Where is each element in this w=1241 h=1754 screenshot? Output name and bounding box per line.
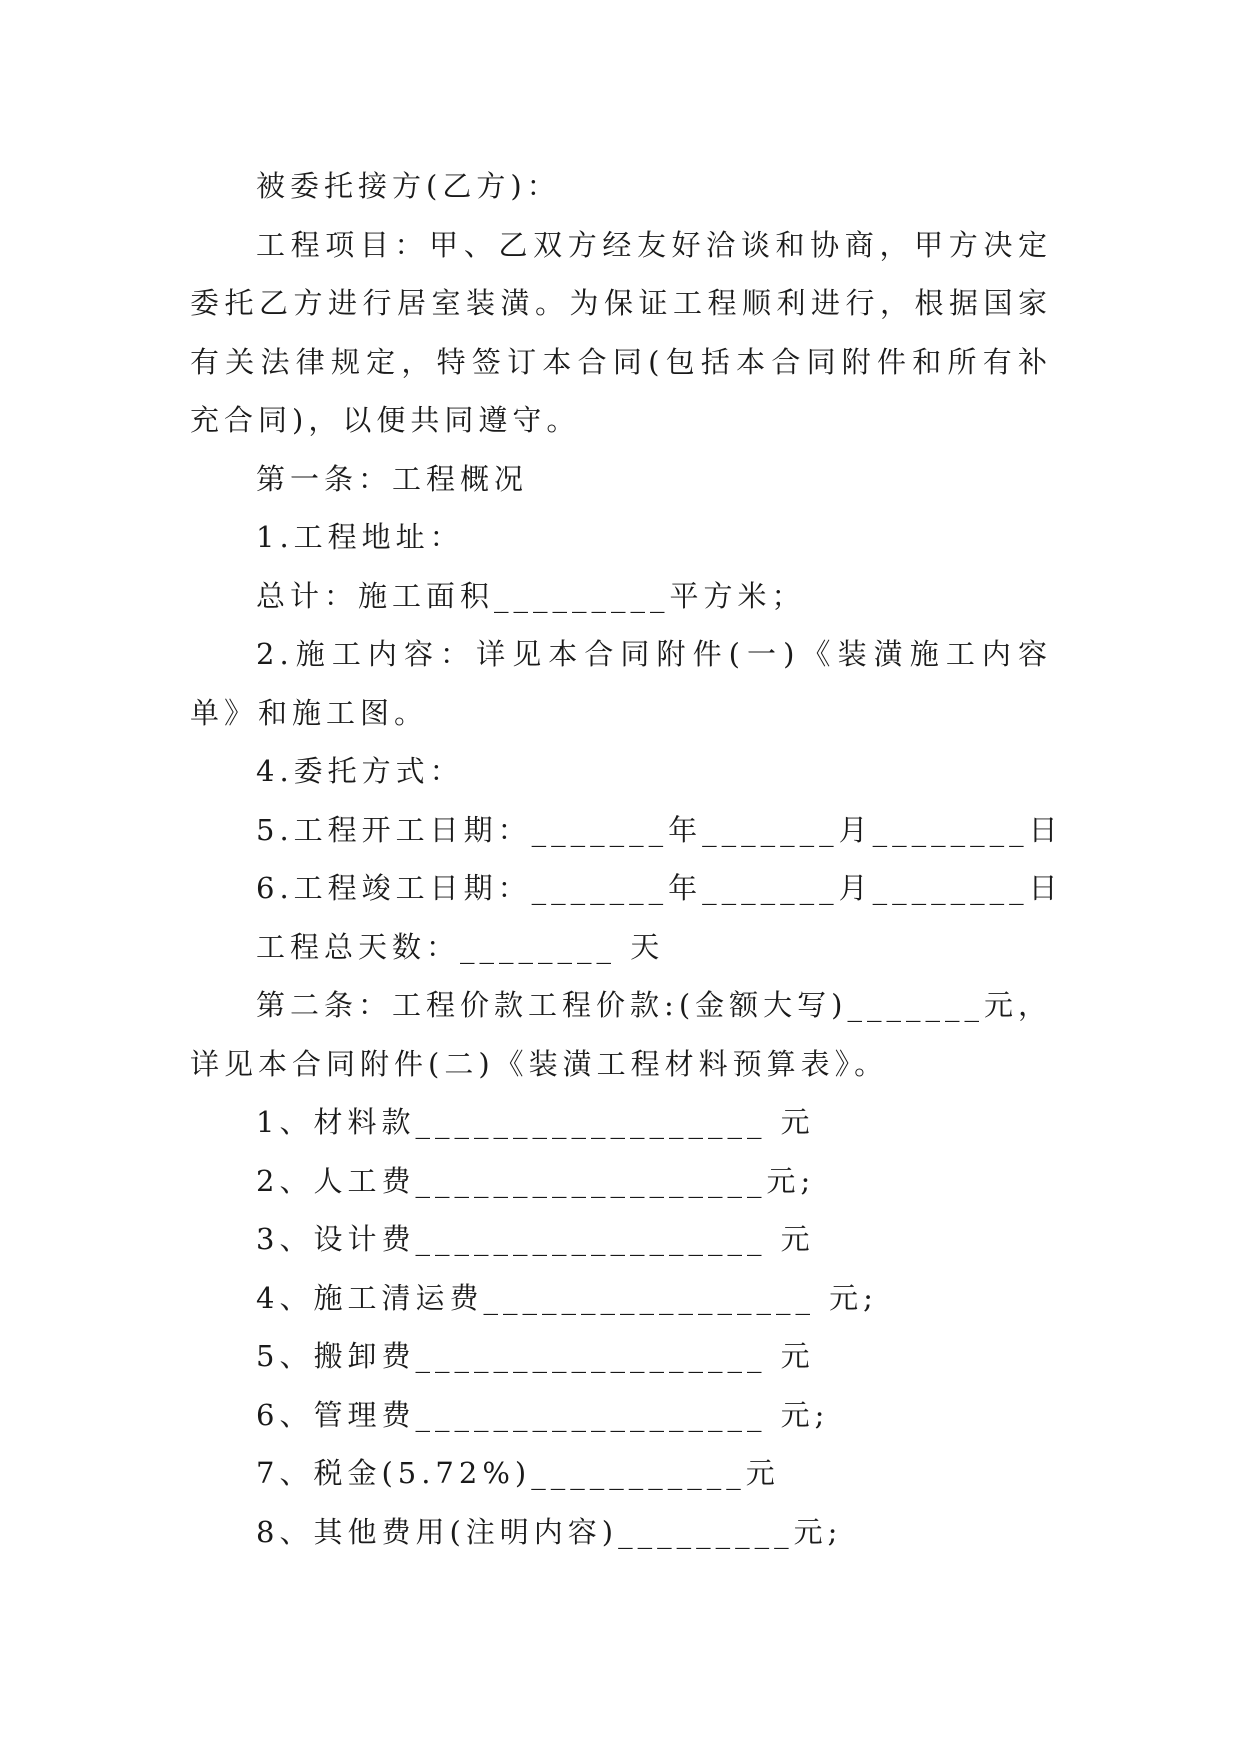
fee-item-other: 8、其他费用(注明内容)_________元; [256,1514,843,1549]
article-two-paragraph: 第二条：工程价款工程价款:(金额大写)_______元，详见本合同附件(二)《装潢工程材料预算表》。 [190,988,1052,1081]
fee-item-moving: 5、搬卸费__________________ 元 [256,1339,815,1373]
construction-area-line: 总计：施工面积_________平方米； [256,578,806,613]
commission-method-line: 4.委托方式： [256,754,464,788]
project-address-line: 1.工程地址： [256,520,464,554]
completion-date-line: 6.工程竣工日期：_______年_______月________日 [256,871,1063,905]
project-paragraph: 工程项目：甲、乙双方经友好洽谈和协商，甲方决定委托乙方进行居室装潢。为保证工程顺利进行，根据国家有关法律规定，特签订本合同(包括本合同附件和所有补充合同)，以便共同遵守。 [190,227,1052,437]
contract-body [190,157,1063,1561]
fee-item-design: 3、设计费__________________ 元 [256,1222,815,1256]
fee-item-cleanup: 4、施工清运费_________________ 元; [256,1280,878,1315]
total-days-line: 工程总天数：________ 天 [256,929,665,964]
fee-item-materials: 1、材料款__________________ 元 [256,1105,815,1139]
article-one-heading: 第一条：工程概况 [256,461,529,496]
start-date-line: 5.工程开工日期：_______年_______月________日 [256,812,1063,847]
party-b-line: 被委托接方(乙方)： [256,169,561,203]
fee-item-labor: 2、人工费__________________元; [256,1163,816,1198]
construction-content-paragraph: 2.施工内容：详见本合同附件(一)《装潢施工内容单》和施工图。 [190,637,1052,730]
fee-item-tax: 7、税金(5.72%)___________元 [256,1456,780,1490]
fee-item-management: 6、管理费__________________ 元; [256,1397,830,1432]
